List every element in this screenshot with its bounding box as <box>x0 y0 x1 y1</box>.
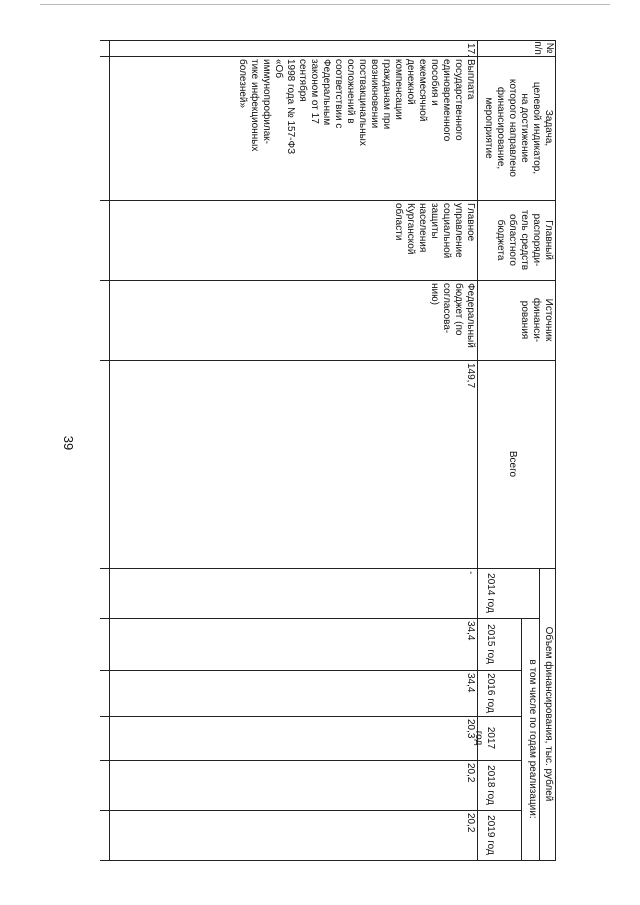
row-17-manager: Главное управление социальной защиты населения Курганской области <box>393 203 476 259</box>
row-17-year-2014: - <box>465 571 476 575</box>
header-year-2017: 2017 год <box>473 726 496 750</box>
row-17-source: Федеральный бюджет (по согласова- нию) <box>429 283 476 348</box>
row-17-total: 149,7 <box>465 363 476 389</box>
header-year-2014: 2014 год <box>485 573 496 613</box>
row-17-year-2015: 34,4 <box>465 621 476 641</box>
header-volume: Объем финансирования, тыс. рублей <box>543 626 554 802</box>
header-year-2015: 2015 год <box>485 624 496 664</box>
row-17-num: 17. <box>465 43 476 57</box>
row-17-year-2019: 20,2 <box>465 813 476 833</box>
header-source: Источник финанси- рования <box>519 297 554 343</box>
row-17-year-2016: 34,4 <box>465 673 476 693</box>
header-year-2016: 2016 год <box>485 673 496 713</box>
row-17-year-2018: 20,2 <box>465 763 476 783</box>
page-number: 39 <box>61 435 76 451</box>
row-17-year-2017: 20,3 <box>465 719 476 739</box>
header-by-years: в том числе по годам реализации: <box>527 659 538 819</box>
header-num: № п/п <box>532 41 555 55</box>
header-manager: Главный распоряди- тель средств областного бюджета <box>495 209 554 271</box>
header-total: Всего <box>507 450 518 478</box>
header-year-2019: 2019 год <box>485 815 496 855</box>
row-17-task: Выплата государственного единовременного пособия и ежемесячной денежной компенсации гражданам при возникновении поствакцинальных осложнений в соответствии с Федеральным законом от 17 сентября 1998 года № 157-ФЗ «Об иммунопрофилак- тике инфекционных болезней» <box>237 59 476 155</box>
header-task: Задача, целевой индикатор, на достижение которого направлено финансирование, мероприятие <box>483 79 554 177</box>
financing-table <box>100 40 556 860</box>
header-year-2018: 2018 год <box>485 765 496 805</box>
